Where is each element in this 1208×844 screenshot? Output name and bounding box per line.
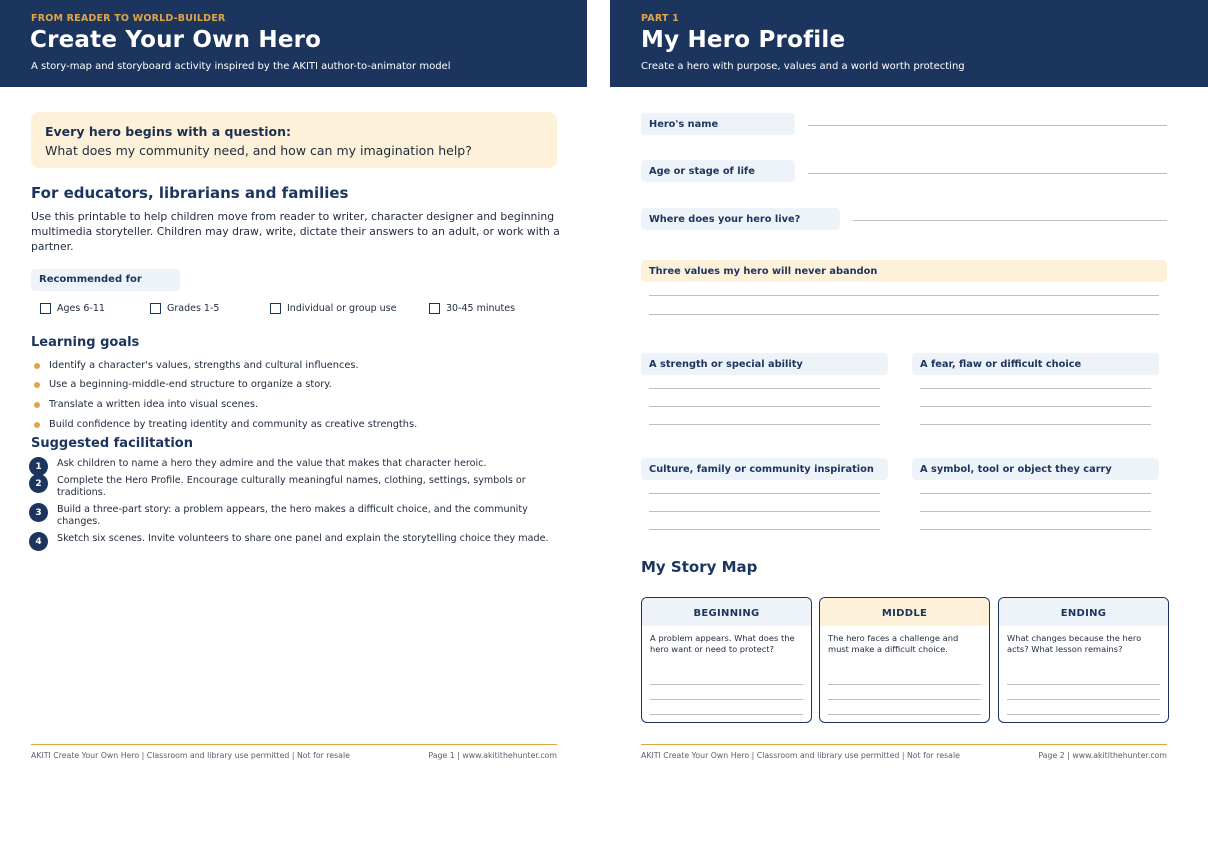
page-2-eyebrow: PART 1 — [641, 13, 679, 24]
checkbox-icon[interactable] — [40, 303, 51, 314]
question-callout-title: Every hero begins with a question: — [45, 124, 292, 139]
story-card-heading: BEGINNING — [642, 598, 811, 626]
checkbox-icon[interactable] — [270, 303, 281, 314]
step-text: Build a three-part story: a problem appears, the hero makes a difficult choice, and the community changes. — [57, 504, 528, 527]
page-2-header — [610, 0, 1208, 87]
recommended-item-label: Grades 1-5 — [167, 303, 220, 314]
recommended-item-label: Ages 6-11 — [57, 303, 105, 314]
step-number-badge: 3 — [29, 503, 48, 522]
story-card-input-line[interactable] — [1007, 684, 1160, 685]
recommended-item-group[interactable] — [270, 303, 396, 314]
page-1 — [0, 0, 587, 844]
hero-fear-input-line[interactable] — [920, 388, 1151, 389]
hero-values-label: Three values my hero will never abandon — [641, 260, 1167, 282]
hero-fear-label: A fear, flaw or difficult choice — [912, 353, 1159, 375]
hero-home-input-line[interactable] — [853, 220, 1167, 221]
story-card-prompt: The hero faces a challenge and must make a difficult choice. — [828, 633, 959, 654]
learning-goal-text: Use a beginning-middle-end structure to organize a story. — [49, 379, 332, 390]
hero-fear-input-line[interactable] — [920, 406, 1151, 407]
hero-name-label: Hero's name — [641, 113, 795, 135]
page-2 — [610, 0, 1208, 844]
story-card-ending — [998, 597, 1169, 723]
educators-text: Use this printable to help children move from reader to writer, character designer and beginning multimedia storyteller. Children may draw, write, dictate their answers to an adult, or work with a partner. — [31, 210, 560, 253]
hero-strength-input-line[interactable] — [649, 388, 880, 389]
hero-values-input-line[interactable] — [649, 314, 1159, 315]
page-1-footer-right: Page 1 | www.akitithehunter.com — [428, 751, 557, 760]
story-card-input-line[interactable] — [650, 699, 803, 700]
educators-heading: For educators, librarians and families — [31, 184, 349, 202]
story-card-heading: MIDDLE — [820, 598, 989, 626]
facilitation-heading: Suggested facilitation — [31, 436, 193, 451]
checkbox-icon[interactable] — [429, 303, 440, 314]
page-1-title: Create Your Own Hero — [30, 27, 322, 53]
facilitation-step — [29, 475, 549, 499]
step-text: Sketch six scenes. Invite volunteers to share one panel and explain the storytelling choice they made. — [57, 533, 549, 544]
page-2-footer-right: Page 2 | www.akitithehunter.com — [1038, 751, 1167, 760]
hero-strength-input-line[interactable] — [649, 424, 880, 425]
hero-age-label: Age or stage of life — [641, 160, 795, 182]
learning-goal-text: Identify a character's values, strengths and cultural influences. — [49, 360, 359, 371]
page-2-footer-left: AKITI Create Your Own Hero | Classroom and library use permitted | Not for resale — [641, 751, 960, 760]
hero-strength-input-line[interactable] — [649, 406, 880, 407]
recommended-item-duration[interactable] — [429, 303, 515, 314]
hero-strength-label: A strength or special ability — [641, 353, 888, 375]
question-callout — [31, 112, 557, 168]
story-card-heading: ENDING — [999, 598, 1168, 626]
hero-name-input-line[interactable] — [808, 125, 1167, 126]
learning-goal-item — [34, 419, 417, 430]
bullet-icon — [34, 382, 40, 388]
footer-divider — [641, 744, 1167, 745]
page-2-title: My Hero Profile — [641, 27, 846, 53]
hero-culture-label: Culture, family or community inspiration — [641, 458, 888, 480]
step-text: Complete the Hero Profile. Encourage culturally meaningful names, clothing, settings, symbols or traditions. — [57, 475, 526, 498]
bullet-icon — [34, 363, 40, 369]
story-card-input-line[interactable] — [828, 699, 981, 700]
page-1-subtitle: A story-map and storyboard activity inspired by the AKITI author-to-animator model — [31, 61, 451, 72]
hero-symbol-input-line[interactable] — [920, 511, 1151, 512]
story-card-input-line[interactable] — [1007, 699, 1160, 700]
hero-symbol-label: A symbol, tool or object they carry — [912, 458, 1159, 480]
page-2-subtitle: Create a hero with purpose, values and a world worth protecting — [641, 61, 965, 72]
learning-goal-text: Translate a written idea into visual scenes. — [49, 399, 259, 410]
hero-symbol-input-line[interactable] — [920, 529, 1151, 530]
step-number-badge: 2 — [29, 474, 48, 493]
recommended-item-label: Individual or group use — [287, 303, 397, 314]
story-card-beginning — [641, 597, 812, 723]
bullet-icon — [34, 422, 40, 428]
story-card-input-line[interactable] — [650, 714, 803, 715]
bullet-icon — [34, 402, 40, 408]
story-map-heading: My Story Map — [641, 558, 758, 576]
learning-goal-item — [34, 379, 332, 390]
recommended-label: Recommended for — [31, 269, 180, 291]
story-card-middle — [819, 597, 990, 723]
question-callout-text: What does my community need, and how can my imagination help? — [45, 143, 472, 158]
checkbox-icon[interactable] — [150, 303, 161, 314]
recommended-item-ages[interactable] — [40, 303, 105, 314]
hero-home-label: Where does your hero live? — [641, 208, 840, 230]
step-number-badge: 4 — [29, 532, 48, 551]
story-card-prompt: What changes because the hero acts? What lesson remains? — [1007, 633, 1142, 654]
hero-culture-input-line[interactable] — [649, 493, 880, 494]
hero-age-input-line[interactable] — [808, 173, 1167, 174]
facilitation-step — [29, 504, 549, 528]
learning-goal-text: Build confidence by treating identity and community as creative strengths. — [49, 419, 418, 430]
facilitation-step — [29, 458, 549, 476]
hero-fear-input-line[interactable] — [920, 424, 1151, 425]
step-number-badge: 1 — [29, 457, 48, 476]
hero-values-input-line[interactable] — [649, 295, 1159, 296]
hero-culture-input-line[interactable] — [649, 529, 880, 530]
hero-symbol-input-line[interactable] — [920, 493, 1151, 494]
story-card-input-line[interactable] — [1007, 714, 1160, 715]
footer-divider — [31, 744, 557, 745]
learning-goals-heading: Learning goals — [31, 335, 140, 350]
story-card-input-line[interactable] — [650, 684, 803, 685]
facilitation-step — [29, 533, 549, 551]
story-card-input-line[interactable] — [828, 684, 981, 685]
story-card-input-line[interactable] — [828, 714, 981, 715]
recommended-item-label: 30-45 minutes — [446, 303, 516, 314]
page-1-footer-left: AKITI Create Your Own Hero | Classroom and library use permitted | Not for resale — [31, 751, 350, 760]
step-text: Ask children to name a hero they admire and the value that makes that character heroic. — [57, 458, 487, 469]
hero-culture-input-line[interactable] — [649, 511, 880, 512]
page-1-header — [0, 0, 587, 87]
learning-goal-item — [34, 399, 258, 410]
story-card-prompt: A problem appears. What does the hero want or need to protect? — [650, 633, 795, 654]
page-1-eyebrow: FROM READER TO WORLD-BUILDER — [31, 13, 226, 24]
recommended-item-grades[interactable] — [150, 303, 219, 314]
learning-goal-item — [34, 360, 359, 371]
